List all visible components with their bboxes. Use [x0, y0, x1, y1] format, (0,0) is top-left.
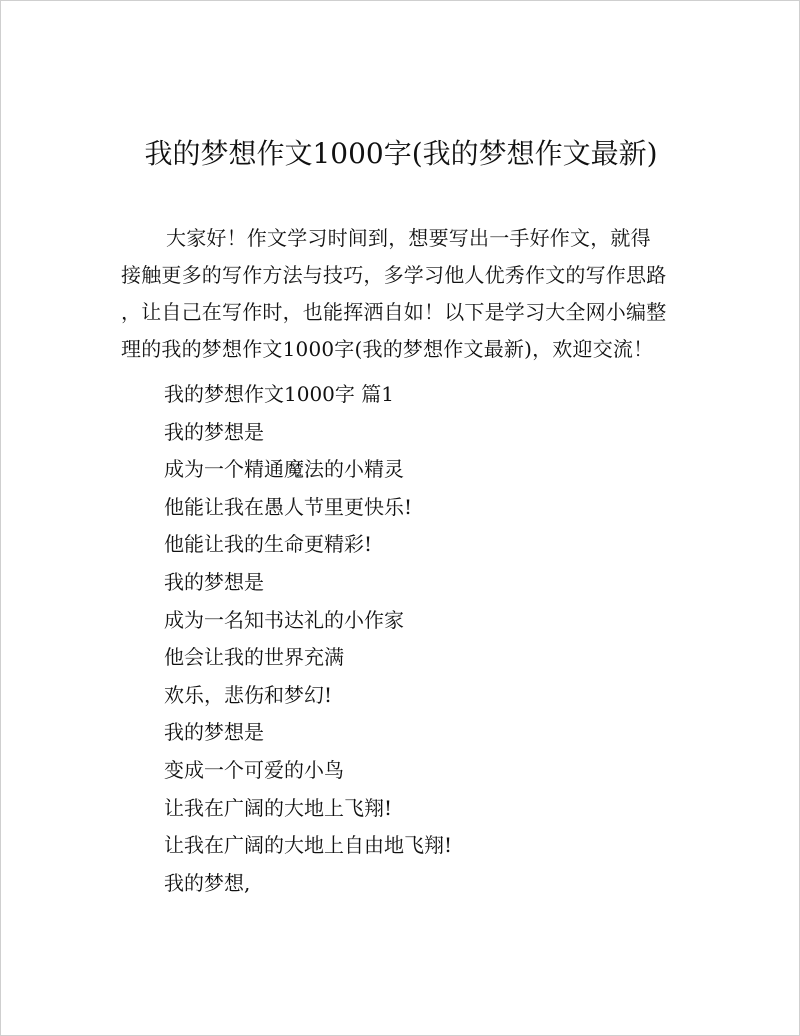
body-line: 我的梦想是 [164, 569, 264, 594]
body-line: 我的梦想是 [164, 419, 264, 444]
intro-line: ，让自己在写作时，也能挥洒自如！以下是学习大全网小编整 [121, 300, 667, 324]
body-line: 我的梦想是 [164, 720, 264, 745]
intro-line: 接触更多的写作方法与技巧，多学习他人优秀作文的写作思路 [121, 263, 667, 287]
body-line: 成为一名知书达礼的小作家 [164, 607, 404, 632]
body-line: 我的梦想作文1000字 篇1 [164, 382, 394, 406]
document-title: 我的梦想作文1000字(我的梦想作文最新) [144, 137, 658, 170]
body-line: 他会让我的世界充满 [164, 645, 344, 670]
body-line: 让我在广阔的大地上自由地飞翔! [164, 833, 453, 858]
body-line: 他能让我在愚人节里更快乐! [164, 494, 413, 519]
intro-line: 大家好！作文学习时间到，想要写出一手好作文，就得 [166, 226, 651, 250]
body-line: 我的梦想, [164, 870, 251, 895]
body-line: 让我在广阔的大地上飞翔! [164, 795, 393, 820]
body-line: 变成一个可爱的小鸟 [164, 757, 344, 782]
intro-line: 理的我的梦想作文1000字(我的梦想作文最新)，欢迎交流！ [121, 337, 654, 361]
body-lines [164, 376, 684, 902]
body-line: 他能让我的生命更精彩! [164, 532, 373, 557]
body-line: 成为一个精通魔法的小精灵 [164, 457, 404, 482]
intro-paragraph [121, 220, 681, 368]
body-line: 欢乐，悲伤和梦幻! [164, 682, 333, 707]
